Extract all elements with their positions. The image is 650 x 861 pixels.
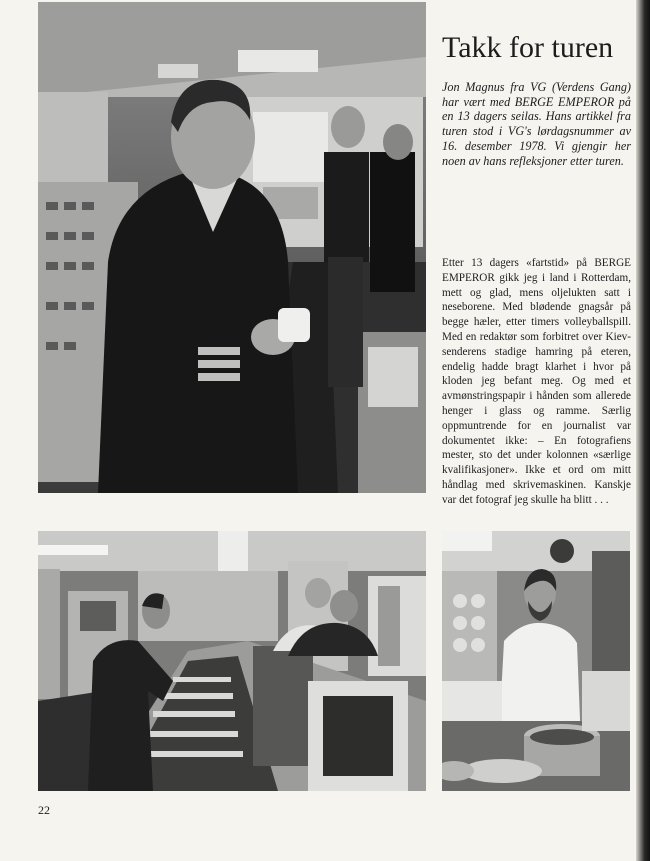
page-number: 22	[38, 803, 50, 817]
photo-galley-cook	[442, 531, 630, 791]
article-title: Takk for turen	[442, 31, 614, 64]
photo-bridge-captain-image	[38, 2, 426, 493]
page-edge-shadow	[636, 0, 650, 861]
photo-control-room-image	[38, 531, 426, 791]
photo-control-room	[38, 531, 426, 791]
article-intro: Jon Magnus fra VG (Verdens Gang) har vært med BERGE EMPEROR på en 13 dagers seilas. Hans artikkel fra turen stod i VG's lørdagsnummer av 16. desember 1978. Vi gjengir her noen av hans refleksjoner etter turen.	[442, 80, 631, 168]
article-body: Etter 13 dagers «fartstid» på BERGE EMPEROR gikk jeg i land i Rotterdam, mett og glad, mens oljelukten satt i neseborene. Med blødende gnagsår på begge hæler, etter timers volleyballspill. Med en redaktør som forbitret over Kiev-senderens stadige hamring på eteren, endelig hadde bragt klarhet i hvor på kloden jeg befant meg. Og med et avmønstringspapir i hånden som allerede henger i glass og ramme. Særlig oppmuntrende for en journalist var dokumentet ikke: – En fotografiens mester, sto det under kolonnen «særlige kvalifikasjoner». Ikke et ord om mitt håndlag med skrivemaskinen. Kanskje var det fotograf jeg skulle ha blitt . . .	[442, 257, 631, 506]
photo-galley-cook-image	[442, 531, 630, 791]
photo-bridge-captain	[38, 2, 426, 493]
